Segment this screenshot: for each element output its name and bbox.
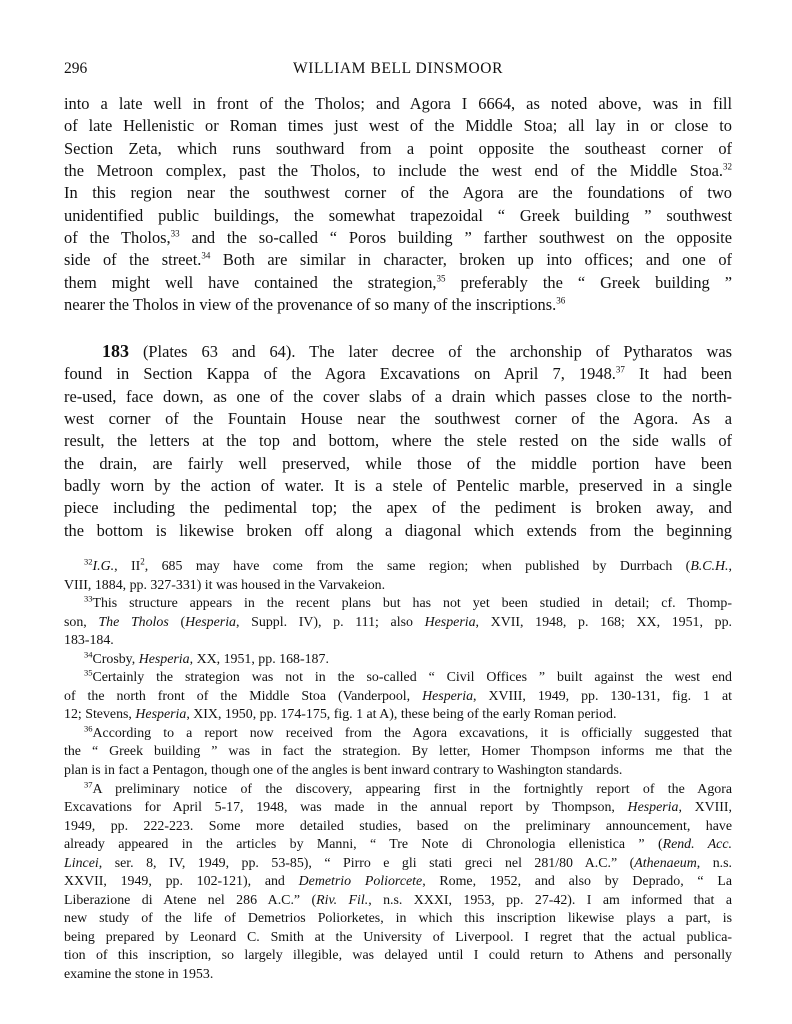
text-line: the “ Greek building ” was in fact the strategion. By letter, Homer Thompson informs me that the (64, 744, 732, 760)
text-line: of late Hellenistic or Roman times just west of the Middle Stoa; all lay in or close to (64, 116, 732, 136)
body-paragraph-1 (64, 93, 732, 316)
text-line: Liberazione di Atene nel 286 A.C.” (Riv. Fil., n.s. XXXI, 1953, pp. 27-42). I am informed that a (64, 892, 732, 908)
body-paragraph-2 (64, 340, 732, 542)
footnote-32 (64, 558, 732, 595)
text-line: 12; Stevens, Hesperia, XIX, 1950, pp. 174-175, fig. 1 at A), these being of the early Roman period. (64, 707, 617, 723)
page-header (64, 60, 732, 80)
text-line: $^{32}$I.G., $II^2$, 685 may have come from the same region; when published by Durrbach (B.C.H., (84, 556, 732, 574)
inscription-number: 183 (102, 341, 129, 361)
text-line: 183-184. (64, 633, 114, 649)
text-line: of the Tholos,$^{33}$ and the so-called “ Poros building ” farther southwest on the opposite (64, 228, 732, 248)
text-line: son, The Tholos (Hesperia, Suppl. IV), p. 111; also Hesperia, XVII, 1948, p. 168; XX, 1951, pp. (64, 614, 732, 630)
text-line: Excavations for April 5-17, 1948, was made in the annual report by Thompson, Hesperia, XVIII, (64, 800, 733, 816)
text-line: the Metroon complex, past the Tholos, to include the west end of the Middle Stoa.$^{32}$ (64, 161, 732, 181)
footnote-37 (64, 778, 733, 985)
footnote-ref: 32 (723, 161, 732, 172)
text-line: $^{33}$This structure appears in the recent plans but has not yet been studied in detail; cf. Thomp- (84, 593, 732, 612)
text-line: $^{35}$Certainly the strategion was not in the so-called “ Civil Offices ” built against the west end (84, 667, 732, 686)
page-number: 296 (64, 60, 88, 77)
text-line: the drain, are fairly well preserved, while those of the middle portion have been (64, 453, 732, 473)
text-line: $^{34}$Crosby, Hesperia, XX, 1951, pp. 168-187. (84, 649, 329, 667)
text-line: badly worn by the action of water. It is a stele of Pentelic marble, preserved in a single (64, 476, 732, 496)
footnote-ref: 36 (556, 295, 566, 306)
text-line: unidentified public buildings, the somewhat trapezoidal “ Greek building ” southwest (64, 205, 732, 225)
text-line: In this region near the southwest corner of the Agora are the foundations of two (64, 183, 732, 203)
text-line: already appeared in the articles by Manni, “ Tre Note di Chronologia ellenistica ” (Rend. Acc. (64, 837, 732, 853)
text-line: $^{36}$According to a report now received from the Agora excavations, it is officially suggested that (84, 723, 732, 741)
footnote-33 (64, 595, 732, 651)
text-line: plan is in fact a Pentagon, though one of the angles is bent inward contrary to Washington standards. (64, 763, 623, 779)
text-line: the bottom is likewise broken off along a diagonal which extends from the beginning (64, 520, 732, 540)
text-line: Lincei, ser. 8, IV, 1949, pp. 53-85), “ Pirro e gli stati greci nel 281/80 A.C.” (Athenaeum, n.s. (64, 855, 732, 871)
footnotes (64, 558, 732, 985)
text-line: them might well have contained the strategion,$^{35}$ preferably the “ Greek building ” (64, 272, 732, 292)
footnote-ref: 35 (436, 273, 446, 284)
footnote-ref: 34 (201, 250, 211, 261)
text-line: tion of this inscription, so largely illegible, was delayed until I could return to Athens and personally (64, 948, 732, 964)
text-line: $^{37}$A preliminary notice of the discovery, appearing first in the fortnightly report of the Agora (84, 778, 732, 797)
footnote-35 (64, 669, 732, 725)
footnote-ref: 33 (170, 228, 180, 239)
footnote-ref: 37 (615, 364, 625, 375)
running-head: WILLIAM BELL DINSMOOR (292, 60, 504, 77)
text-line: XXVII, 1949, pp. 102-121), and Demetrio Poliorcete, Rome, 1952, and also by Deprado, “ La (64, 874, 732, 890)
text-line: VIII, 1884, pp. 327-331) it was housed in the Varvakeion. (64, 577, 386, 593)
footnote-34 (64, 651, 732, 670)
text-line: found in Section Kappa of the Agora Excavations on April 7, 1948.37 It had been (64, 364, 732, 384)
text-line: being prepared by Leonard C. Smith at the University of Liverpool. I regret that the actual publica- (64, 929, 732, 945)
text-line: examine the stone in 1953. (64, 967, 214, 983)
text-line: west corner of the Fountain House near the southwest corner of the Agora. As a (64, 409, 732, 429)
text-line: nearer the Tholos in view of the provenance of so many of the inscriptions.$^{36}$ (64, 295, 566, 315)
text-line: of the north front of the Middle Stoa (Vanderpool, Hesperia, XVIII, 1949, pp. 130-131, fig. 1 at (64, 688, 732, 704)
text-line: result, the letters at the top and bottom, where the stele rested on the side walls of (64, 431, 732, 451)
text-line: 183 (Plates 63 and 64). The later decree of the archonship of Pytharatos was (102, 341, 732, 361)
text-line: re-used, face down, as one of the cover slabs of a drain which passes close to the north- (64, 386, 732, 406)
text-line: new study of the life of Demetrios Poliorketes, in which this inscription likewise plays a part, is (64, 911, 732, 927)
text-line: into a late well in front of the Tholos; and Agora I 6664, as noted above, was in fill (64, 94, 732, 113)
text-line: 1949, pp. 222-223. Some more detailed studies, based on the preliminary announcement, have (64, 818, 732, 834)
text-line: side of the street.$^{34}$ Both are similar in character, broken up into offices; and one of (64, 250, 732, 270)
text-line: Section Zeta, which runs southward from a point opposite the southeast corner of (64, 138, 732, 158)
footnote-36 (64, 725, 732, 781)
text-line: piece including the pedimental top; the apex of the pediment is broken away, and (64, 498, 732, 518)
